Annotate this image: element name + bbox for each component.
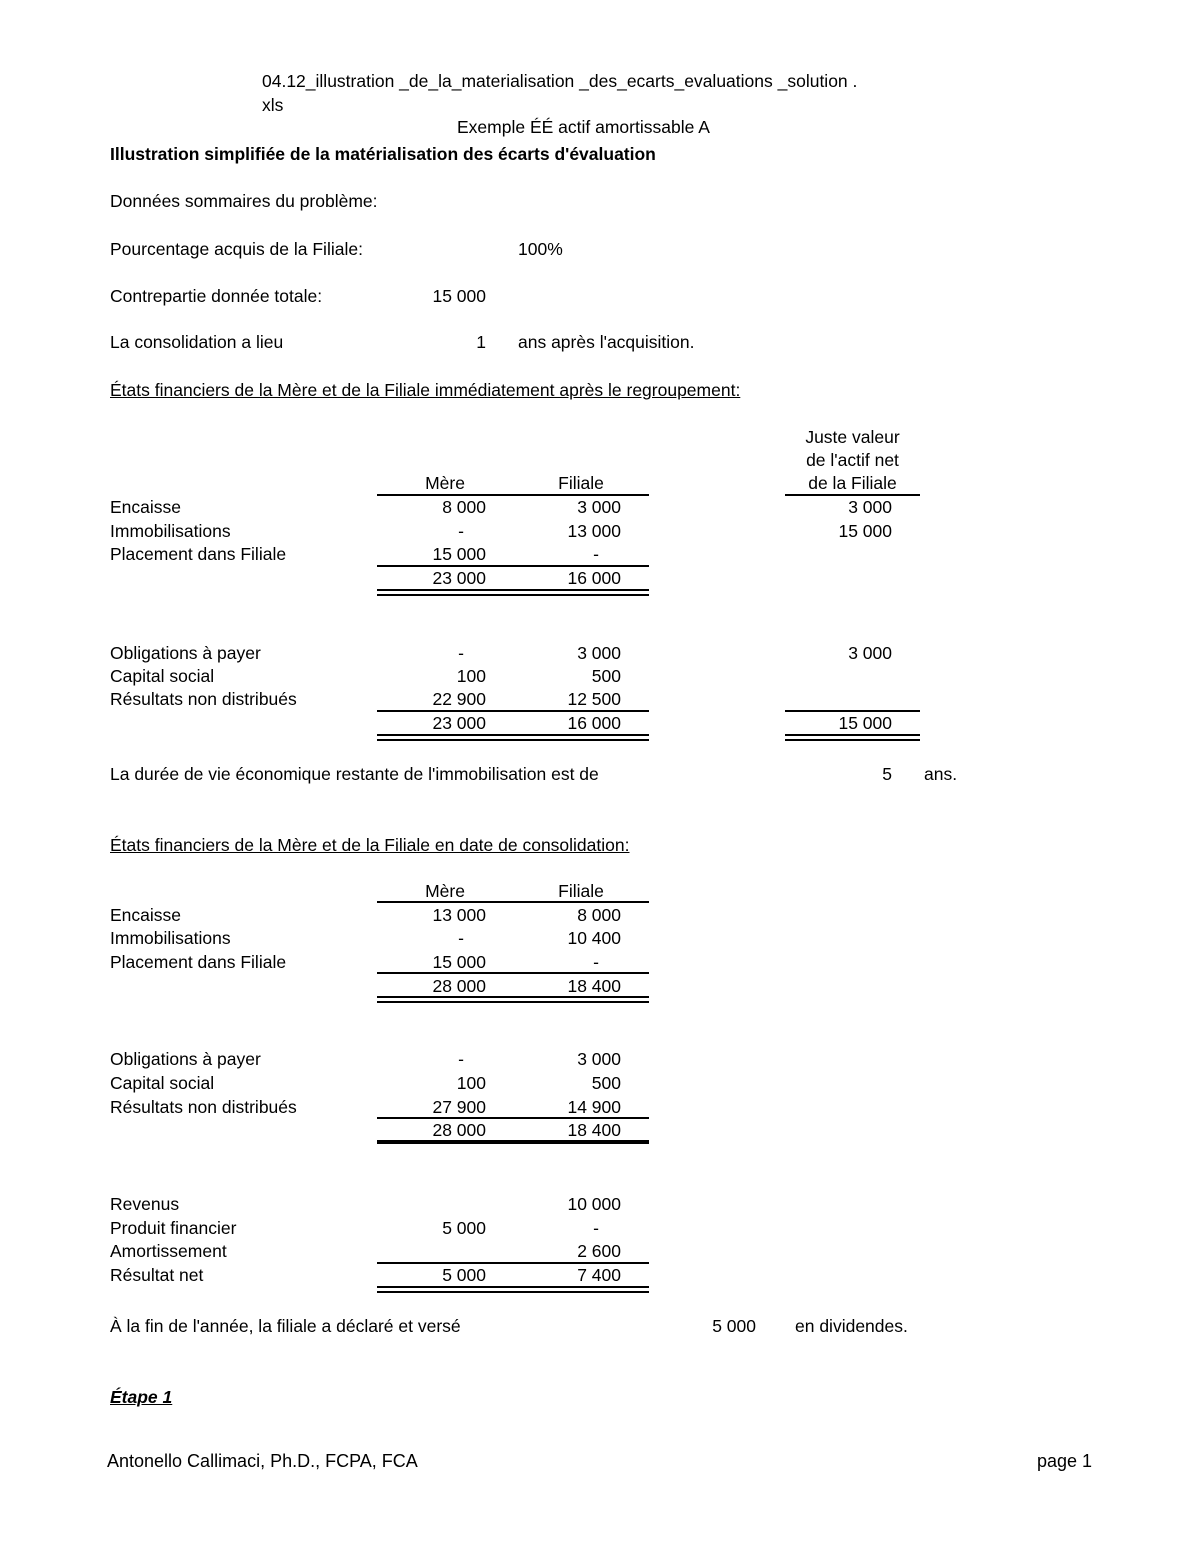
etape-heading: Étape 1 [110,1387,173,1407]
duree-label: La durée de vie économique restante de l'immobilisation est de [110,764,599,784]
mere-total: 23 000 [432,568,486,588]
conso-suffix: ans après l'acquisition. [518,332,695,352]
section1-heading: États financiers de la Mère et de la Filiale immédiatement après le regroupement: [110,380,741,400]
mere-value: - [458,1049,464,1069]
section2-heading: États financiers de la Mère et de la Filiale en date de consolidation: [110,835,630,855]
mere-total: 28 000 [432,1120,486,1140]
filiale-value: 14 900 [567,1097,621,1117]
duree-value: 5 [882,764,892,784]
mere-total: 23 000 [432,713,486,733]
filiale-value: 3 000 [577,1049,621,1069]
col-filiale: Filiale [558,473,604,493]
filiale-total: 16 000 [567,568,621,588]
summary-heading: Données sommaires du problème: [110,191,378,211]
row-label: Placement dans Filiale [110,544,287,564]
filiale-value: 13 000 [567,521,621,541]
row-label: Résultats non distribués [110,689,297,709]
filiale-value: 8 000 [577,905,621,925]
col-filiale: Filiale [558,881,604,901]
row-label: Encaisse [110,497,182,517]
dividend-value: 5 000 [712,1316,756,1336]
filiale-value: 12 500 [567,689,621,709]
mere-value: 27 900 [432,1097,486,1117]
pct-value: 100% [518,239,563,259]
col-jv-1: Juste valeur [805,427,900,447]
subtotal-rule [377,972,649,974]
mere-value: 5 000 [442,1218,486,1238]
filiale-value: 10 000 [567,1194,621,1214]
conso-value: 1 [476,332,486,352]
filiale-value: - [593,544,599,564]
double-rule [377,1286,649,1293]
mere-value: 15 000 [432,544,486,564]
row-label: Amortissement [110,1241,227,1261]
filiale-value: 500 [591,666,621,686]
dividend-suffix: en dividendes. [795,1316,908,1336]
conso-label: La consolidation a lieu [110,332,284,352]
col-jv-2: de l'actif net [806,450,899,470]
pct-label: Pourcentage acquis de la Filiale: [110,239,363,259]
double-rule [377,589,649,596]
header-rule [377,901,649,903]
mere-value: 15 000 [432,952,486,972]
filiale-value: 10 400 [567,928,621,948]
row-label: Obligations à payer [110,1049,261,1069]
filiale-total: 18 400 [567,976,621,996]
mere-value: 13 000 [432,905,486,925]
footer-page-number: page 1 [1036,1451,1092,1471]
contrepartie-label: Contrepartie donnée totale: [110,286,323,306]
row-label: Produit financier [110,1218,237,1238]
mere-total: 5 000 [442,1265,486,1285]
thick-rule [377,1140,649,1144]
filiale-value: 3 000 [577,643,621,663]
mere-value: - [458,521,464,541]
row-label: Revenus [110,1194,180,1214]
filename-line-1: 04.12_illustration _de_la_materialisation _des_ecarts_evaluations _solution . [262,71,858,91]
row-label: Capital social [110,666,215,686]
page-subtitle: Exemple ÉÉ actif amortissable A [457,117,710,137]
dividend-label: À la fin de l'année, la filiale a déclaré et versé [110,1316,461,1336]
row-label: Capital social [110,1073,215,1093]
filiale-value: 3 000 [577,497,621,517]
row-label: Immobilisations [110,928,231,948]
filiale-total: 18 400 [567,1120,621,1140]
mere-total: 28 000 [432,976,486,996]
filiale-value: 2 600 [577,1241,621,1261]
row-label: Résultat net [110,1265,204,1285]
double-rule [377,734,649,741]
footer-author: Antonello Callimaci, Ph.D., FCPA, FCA [107,1451,418,1471]
row-label: Résultats non distribués [110,1097,297,1117]
page-title: Illustration simplifiée de la matérialisation des écarts d'évaluation [110,144,656,164]
row-label: Obligations à payer [110,643,261,663]
duree-suffix: ans. [924,764,958,784]
filiale-value: - [593,952,599,972]
mere-value: 100 [456,1073,486,1093]
jv-total: 15 000 [838,713,892,733]
mere-value: 8 000 [442,497,486,517]
jv-value: 3 000 [848,497,892,517]
filiale-total: 16 000 [567,713,621,733]
double-rule [377,996,649,1003]
row-label: Placement dans Filiale [110,952,287,972]
filiale-value: - [593,1218,599,1238]
row-label: Encaisse [110,905,182,925]
jv-value: 15 000 [838,521,892,541]
contrepartie-value: 15 000 [432,286,486,306]
col-mere: Mère [425,473,465,493]
mere-value: 100 [456,666,486,686]
jv-value: 3 000 [848,643,892,663]
filiale-value: 500 [591,1073,621,1093]
jv-double-rule [785,734,920,741]
filename-line-2: xls [262,95,284,115]
mere-value: - [458,643,464,663]
mere-value: 22 900 [432,689,486,709]
filiale-total: 7 400 [577,1265,621,1285]
mere-value: - [458,928,464,948]
col-jv-3: de la Filiale [808,473,897,493]
row-label: Immobilisations [110,521,231,541]
col-mere: Mère [425,881,465,901]
